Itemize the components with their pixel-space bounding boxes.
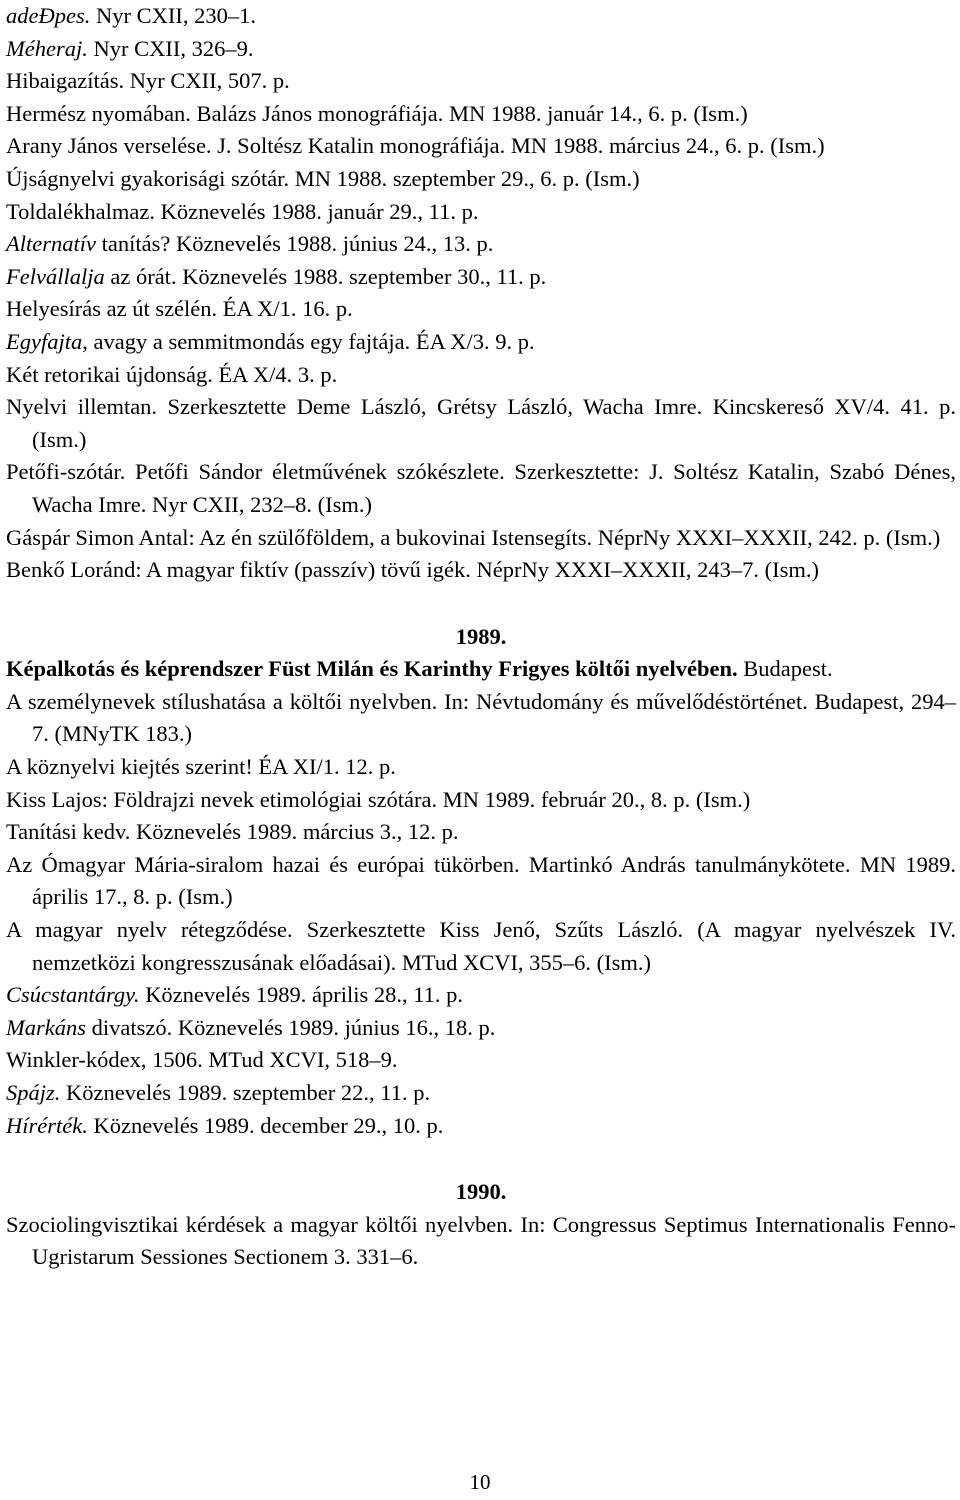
bibliography-list-1990	[6, 1209, 956, 1274]
entry-text: Köznevelés 1989. december 29., 10. p.	[87, 1112, 444, 1138]
bibliography-entry	[6, 1077, 956, 1110]
bibliography-entry	[6, 293, 956, 326]
bibliography-entry	[6, 65, 956, 98]
entry-text: Köznevelés 1989. szeptember 22., 11. p.	[60, 1080, 431, 1105]
entry-text: Felvállalja	[6, 263, 105, 289]
bibliography-entry	[6, 228, 956, 261]
entry-text: Gáspár Simon Antal: Az én szülőföldem, a bukovinai Istensegíts. NéprNy XXXI–XXXII, 242. p. (Ism.)	[6, 524, 941, 550]
entry-text: Szociolingvisztikai kérdések a magyar költői nyelvben. In: Congressus Septimus Internationalis Fenno-Ugristarum Sessiones Sectionem 3. 331–6.	[6, 1211, 956, 1270]
bibliography-entry	[6, 98, 956, 131]
entry-text: Petőfi-szótár. Petőfi Sándor életművének szókészlete. Szerkesztette: J. Soltész Katalin, Szabó Dénes, Wacha Imre. Nyr CXII, 232–8. (Ism.)	[6, 459, 956, 517]
bibliography-entry	[6, 391, 956, 456]
bibliography-entry	[6, 1012, 956, 1045]
entry-text: A személynevek stílushatása a költői nyelvben. In: Névtudomány és művelődéstörténet. Budapest, 294–7. (MNyTK 183.)	[6, 688, 956, 747]
bibliography-list-1988	[6, 0, 956, 587]
bibliography-page	[6, 0, 956, 1274]
entry-text: Spájz.	[6, 1080, 61, 1105]
entry-text: Az Ómagyar Mária-siralom hazai és európai tükörben. Martinkó András tanulmánykötete. MN 1989. április 17., 8. p. (Ism.)	[6, 851, 956, 910]
entry-text: Hírérték.	[6, 1112, 88, 1138]
bibliography-entry	[6, 522, 956, 555]
entry-text: Winkler-kódex, 1506. MTud XCVI, 518–9.	[6, 1047, 398, 1073]
bibliography-entry	[6, 196, 956, 229]
entry-text: Újságnyelvi gyakorisági szótár. MN 1988. szeptember 29., 6. p. (Ism.)	[6, 165, 640, 191]
entry-text: Hibaigazítás. Nyr CXII, 507. p.	[6, 68, 290, 94]
entry-text: tanítás? Köznevelés 1988. június 24., 13. p.	[95, 231, 494, 257]
entry-text: avagy a semmitmondás egy fajtája. ÉA X/3. 9. p.	[87, 328, 535, 354]
entry-text: A köznyelvi kiejtés szerint! ÉA XI/1. 12. p.	[6, 754, 396, 780]
bibliography-entry	[6, 751, 956, 784]
bibliography-entry	[6, 1209, 956, 1274]
bibliography-entry	[6, 33, 956, 66]
year-heading-1989: 1989.	[455, 623, 507, 649]
bibliography-entry	[6, 1044, 956, 1077]
year-heading-1990: 1990.	[455, 1179, 507, 1205]
entry-text: Tanítási kedv. Köznevelés 1989. március 3., 12. p.	[6, 819, 459, 845]
entry-text: Csúcstantárgy.	[6, 982, 140, 1008]
entry-text: Hermész nyomában. Balázs János monográfiája. MN 1988. január 14., 6. p. (Ism.)	[6, 100, 748, 126]
bibliography-entry	[6, 686, 956, 751]
entry-text: az órát. Köznevelés 1988. szeptember 30., 11. p.	[104, 263, 547, 289]
bibliography-entry	[6, 979, 956, 1012]
entry-text: Budapest.	[737, 656, 833, 682]
bibliography-entry	[6, 359, 956, 392]
entry-text: Kiss Lajos: Földrajzi nevek etimológiai szótára. MN 1989. február 20., 8. p. (Ism.)	[6, 786, 751, 812]
bibliography-entry	[6, 784, 956, 817]
entry-text: Két retorikai újdonság. ÉA X/4. 3. p.	[6, 361, 338, 387]
entry-text: Nyelvi illemtan. Szerkesztette Deme László, Grétsy László, Wacha Imre. Kincskereső XV/4. 41. p. (Ism.)	[6, 394, 956, 452]
entry-text: Alternatív	[6, 231, 96, 257]
entry-text: A magyar nyelv rétegződése. Szerkesztette Kiss Jenő, Szűts László. (A magyar nyelvészek IV. nemzetközi kongresszusának előadásai). MTud XCVI, 355–6. (Ism.)	[6, 917, 956, 975]
bibliography-entry	[6, 261, 956, 294]
entry-text: Köznevelés 1989. április 28., 11. p.	[139, 982, 464, 1008]
bibliography-list-1989	[6, 653, 956, 1142]
bibliography-entry	[6, 1110, 956, 1143]
entry-text: Méheraj.	[6, 35, 88, 61]
entry-text: adeÐpes.	[6, 3, 91, 28]
bibliography-entry	[6, 554, 956, 587]
entry-text: divatszó. Köznevelés 1989. június 16., 18. p.	[86, 1014, 496, 1040]
bibliography-entry	[6, 130, 956, 163]
entry-text: Helyesírás az út szélén. ÉA X/1. 16. p.	[6, 296, 353, 322]
bibliography-entry	[6, 816, 956, 849]
entry-text: Nyr CXII, 230–1.	[90, 3, 256, 28]
bibliography-entry	[6, 653, 956, 686]
entry-text: Képalkotás és képrendszer Füst Milán és Karinthy Frigyes költői nyelvében.	[6, 656, 738, 682]
entry-text: Toldalékhalmaz. Köznevelés 1988. január 29., 11. p.	[6, 198, 479, 224]
entry-text: Markáns	[6, 1014, 86, 1040]
entry-text: Egyfajta,	[6, 328, 88, 354]
entry-text: Benkő Loránd: A magyar fiktív (passzív) tövű igék. NéprNy XXXI–XXXII, 243–7. (Ism.)	[6, 557, 819, 583]
bibliography-entry	[6, 456, 956, 521]
bibliography-entry	[6, 0, 956, 33]
bibliography-entry	[6, 849, 956, 914]
bibliography-entry	[6, 163, 956, 196]
entry-text: Arany János verselése. J. Soltész Katalin monográfiája. MN 1988. március 24., 6. p. (Ism.)	[6, 133, 825, 159]
page-number: 10	[469, 1470, 491, 1494]
bibliography-entry	[6, 914, 956, 979]
bibliography-entry	[6, 326, 956, 359]
entry-text: Nyr CXII, 326–9.	[87, 35, 254, 61]
